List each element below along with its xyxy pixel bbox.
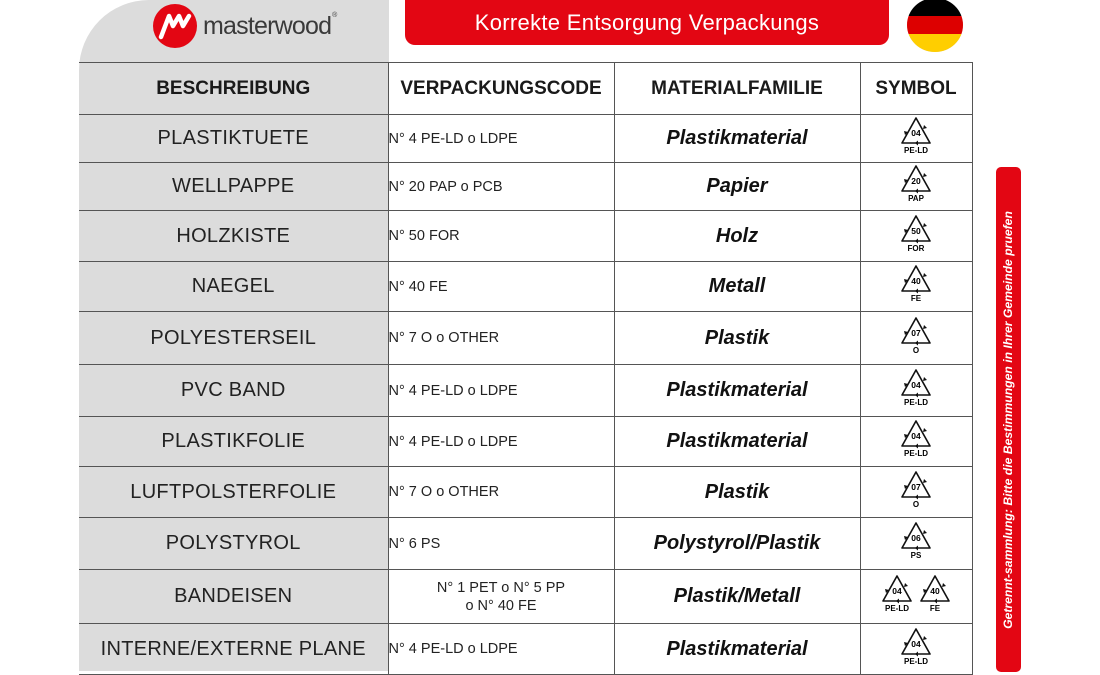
recycling-label: PE-LD <box>904 449 928 458</box>
symbol-group <box>880 573 952 615</box>
table-row <box>79 262 972 312</box>
recycling-symbol-icon <box>899 469 933 511</box>
cell-symbol <box>860 624 972 675</box>
recycling-label: PS <box>910 551 922 560</box>
symbol-group <box>899 213 933 255</box>
side-note-text: Getrennt-sammlung: Bitte die Bestimmungen in Ihrer Gemeinde pruefen <box>1001 211 1015 629</box>
cell-materialfamilie: Holz <box>614 211 860 262</box>
cell-verpackungscode <box>388 570 614 624</box>
cell-beschreibung: POLYESTERSEIL <box>79 312 388 365</box>
recycling-label: PE-LD <box>904 146 928 155</box>
recycling-number: 04 <box>911 431 921 441</box>
cell-verpackungscode: N° 4 PE-LD o LDPE <box>388 115 614 163</box>
page-title: Korrekte Entsorgung Verpackungs <box>474 9 820 35</box>
table-row <box>79 467 972 518</box>
cell-verpackungscode: N° 6 PS <box>388 518 614 570</box>
cell-beschreibung: PVC BAND <box>79 365 388 417</box>
column-header-symbol: SYMBOL <box>860 63 972 115</box>
table-row <box>79 570 972 624</box>
table-row <box>79 518 972 570</box>
table-row <box>79 312 972 365</box>
symbol-group <box>899 115 933 157</box>
symbol-group <box>899 367 933 409</box>
cell-beschreibung: POLYSTYROL <box>79 518 388 570</box>
logo-wordmark: masterwood® <box>203 11 337 40</box>
cell-beschreibung: WELLPAPPE <box>79 163 388 211</box>
table-row <box>79 417 972 467</box>
recycling-symbol-icon <box>899 263 933 305</box>
cell-beschreibung: PLASTIKTUETE <box>79 115 388 163</box>
flag-stripe-gold <box>907 34 963 52</box>
recycling-symbol-icon <box>899 367 933 409</box>
recycling-label: O <box>912 345 920 355</box>
cell-verpackungscode: N° 7 O o OTHER <box>388 312 614 365</box>
cell-verpackungscode: N° 20 PAP o PCB <box>388 163 614 211</box>
table-row <box>79 365 972 417</box>
cell-materialfamilie: Plastikmaterial <box>614 365 860 417</box>
cell-symbol <box>860 365 972 417</box>
table-header-row <box>79 63 972 115</box>
cell-symbol <box>860 115 972 163</box>
recycling-number: 50 <box>911 225 921 236</box>
flag-stripe-black <box>907 0 963 16</box>
recycling-symbol-icon <box>918 573 952 615</box>
symbol-group <box>899 263 933 305</box>
cell-verpackungscode: N° 4 PE-LD o LDPE <box>388 365 614 417</box>
recycling-symbol-icon <box>899 520 933 562</box>
symbol-group <box>899 418 933 460</box>
cell-beschreibung: HOLZKISTE <box>79 211 388 262</box>
recycling-symbol-icon <box>899 418 933 460</box>
page-title-banner <box>405 0 889 45</box>
cell-beschreibung: NAEGEL <box>79 262 388 312</box>
cell-materialfamilie: Plastik/Metall <box>614 570 860 624</box>
cell-symbol <box>860 518 972 570</box>
recycling-number: 04 <box>911 128 921 138</box>
cell-beschreibung: INTERNE/EXTERNE PLANE <box>79 624 388 675</box>
recycling-label: FE <box>910 294 922 303</box>
recycling-label: PAP <box>908 194 924 203</box>
cell-materialfamilie: Plastikmaterial <box>614 624 860 675</box>
cell-materialfamilie: Plastik <box>614 467 860 518</box>
cell-symbol <box>860 211 972 262</box>
recycling-label: PE-LD <box>904 656 928 666</box>
cell-materialfamilie: Plastik <box>614 312 860 365</box>
recycling-symbol-icon <box>899 213 933 255</box>
recycling-number: 07 <box>911 327 921 338</box>
table-row <box>79 163 972 211</box>
symbol-group <box>899 163 933 205</box>
cell-symbol <box>860 467 972 518</box>
column-header-verpackungscode: VERPACKUNGSCODE <box>388 63 614 115</box>
symbol-group <box>899 469 933 511</box>
disposal-table <box>79 62 973 675</box>
recycling-number: 07 <box>911 481 921 492</box>
table-row <box>79 624 972 675</box>
german-flag-icon <box>907 0 963 52</box>
recycling-number: 04 <box>892 586 902 596</box>
recycling-symbol-icon <box>880 573 914 615</box>
cell-materialfamilie: Papier <box>614 163 860 211</box>
cell-symbol <box>860 570 972 624</box>
cell-materialfamilie: Metall <box>614 262 860 312</box>
recycling-symbol-icon <box>899 163 933 205</box>
cell-verpackungscode: N° 7 O o OTHER <box>388 467 614 518</box>
recycling-label: O <box>912 499 920 509</box>
recycling-number: 04 <box>911 380 921 390</box>
cell-beschreibung: BANDEISEN <box>79 570 388 624</box>
recycling-symbol-icon <box>899 315 933 357</box>
cell-materialfamilie: Plastikmaterial <box>614 115 860 163</box>
column-header-materialfamilie: MATERIALFAMILIE <box>614 63 860 115</box>
flag-stripe-red <box>907 16 963 34</box>
cell-verpackungscode: N° 50 FOR <box>388 211 614 262</box>
cell-symbol <box>860 163 972 211</box>
recycling-number: 40 <box>930 586 940 596</box>
masterwood-logo <box>153 3 337 49</box>
cell-symbol <box>860 417 972 467</box>
cell-beschreibung: PLASTIKFOLIE <box>79 417 388 467</box>
column-header-beschreibung: BESCHREIBUNG <box>79 63 388 115</box>
code-line: N° 1 PET o N° 5 PP <box>436 579 566 596</box>
recycling-number: 40 <box>911 276 921 286</box>
table-row <box>79 211 972 262</box>
recycling-label: PE-LD <box>904 398 928 407</box>
recycling-symbol-icon <box>899 115 933 157</box>
table-row <box>79 115 972 163</box>
symbol-group <box>899 520 933 562</box>
cell-symbol <box>860 312 972 365</box>
symbol-group <box>899 315 933 357</box>
recycling-label: PE-LD <box>885 604 909 613</box>
recycling-number: 04 <box>911 638 921 649</box>
cell-materialfamilie: Plastikmaterial <box>614 417 860 467</box>
cell-verpackungscode: N° 4 PE-LD o LDPE <box>388 417 614 467</box>
cell-verpackungscode: N° 40 FE <box>388 262 614 312</box>
recycling-number: 20 <box>911 176 921 186</box>
recycling-symbol-icon <box>899 626 933 668</box>
cell-verpackungscode: N° 4 PE-LD o LDPE <box>388 624 614 675</box>
masterwood-logo-icon <box>153 4 197 48</box>
symbol-group <box>899 626 933 668</box>
recycling-number: 06 <box>911 533 921 543</box>
recycling-label: FE <box>929 604 941 613</box>
recycling-label: FOR <box>907 243 925 253</box>
table-body <box>79 115 972 675</box>
cell-materialfamilie: Polystyrol/Plastik <box>614 518 860 570</box>
code-line: o N° 40 FE <box>465 597 537 614</box>
cell-symbol <box>860 262 972 312</box>
cell-beschreibung: LUFTPOLSTERFOLIE <box>79 467 388 518</box>
